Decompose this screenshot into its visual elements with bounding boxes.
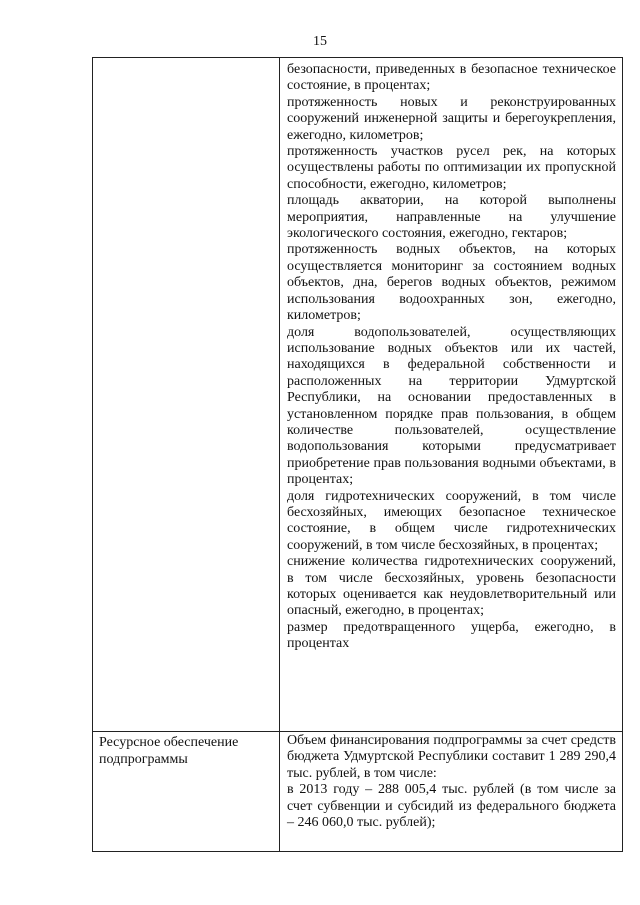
row-label-cell bbox=[93, 58, 280, 732]
indicator-paragraph: площадь акватории, на которой выполнены мероприятия, направленные на улучшение экологического состояния, ежегодно, гектаров; bbox=[287, 193, 616, 242]
indicator-paragraph: размер предотвращенного ущерба, ежегодно, в процентах bbox=[287, 619, 616, 652]
financing-paragraph: Объем финансирования подпрограммы за счет средств бюджета Удмуртской Республики составит 1 289 290,4 тыс. рублей, в том числе: bbox=[287, 733, 616, 781]
row-label-resources: Ресурсное обеспечение подпрограммы bbox=[99, 735, 239, 767]
page-number: 15 bbox=[313, 34, 327, 49]
indicator-paragraph: протяженность участков русел рек, на которых осуществлены работы по оптимизации их пропускной способности, ежегодно, километров; bbox=[287, 144, 616, 192]
indicator-paragraph: протяженность водных объектов, на которых осуществляется мониторинг за состоянием водных объектов, дна, берегов водных объектов, режимом использования водоохранных зон, ежегодно, километров; bbox=[287, 242, 616, 324]
row-label bbox=[93, 58, 279, 60]
indicator-paragraph: доля гидротехнических сооружений, в том числе бесхозяйных, имеющих безопасное техническое состояние, в общем числе гидротехнических сооружений, в том числе бесхозяйных, в процентах; bbox=[287, 488, 616, 553]
passport-table bbox=[92, 57, 623, 852]
table-row bbox=[93, 58, 623, 732]
table-row bbox=[93, 732, 623, 852]
financing-cell bbox=[280, 732, 623, 852]
row-label-cell bbox=[93, 732, 280, 852]
indicator-paragraph: протяженность новых и реконструированных сооружений инженерной защиты и берегоукрепления, ежегодно, километров; bbox=[287, 94, 616, 143]
indicator-paragraph: снижение количества гидротехнических сооружений, в том числе бесхозяйных, уровень безопасности которых оценивается как неудовлетворительный или опасный, ежегодно, в процентах; bbox=[287, 554, 616, 619]
indicators-cell bbox=[280, 58, 623, 732]
indicator-paragraph: безопасности, приведенных в безопасное техническое состояние, в процентах; bbox=[287, 62, 616, 94]
indicator-paragraph: доля водопользователей, осуществляющих использование водных объектов или их частей, находящихся в федеральной собственности и расположенных на территории Удмуртской Республики, на основании предоставленных в установленном порядке прав пользования, в общем количестве пользователей, осуществление водопользования которыми предусматривает приобретение прав пользования водными объектами, в процентах; bbox=[287, 324, 616, 488]
financing-paragraph: в 2013 году – 288 005,4 тыс. рублей (в том числе за счет субвенции и субсидий из федерального бюджета – 246 060,0 тыс. рублей); bbox=[287, 782, 616, 831]
